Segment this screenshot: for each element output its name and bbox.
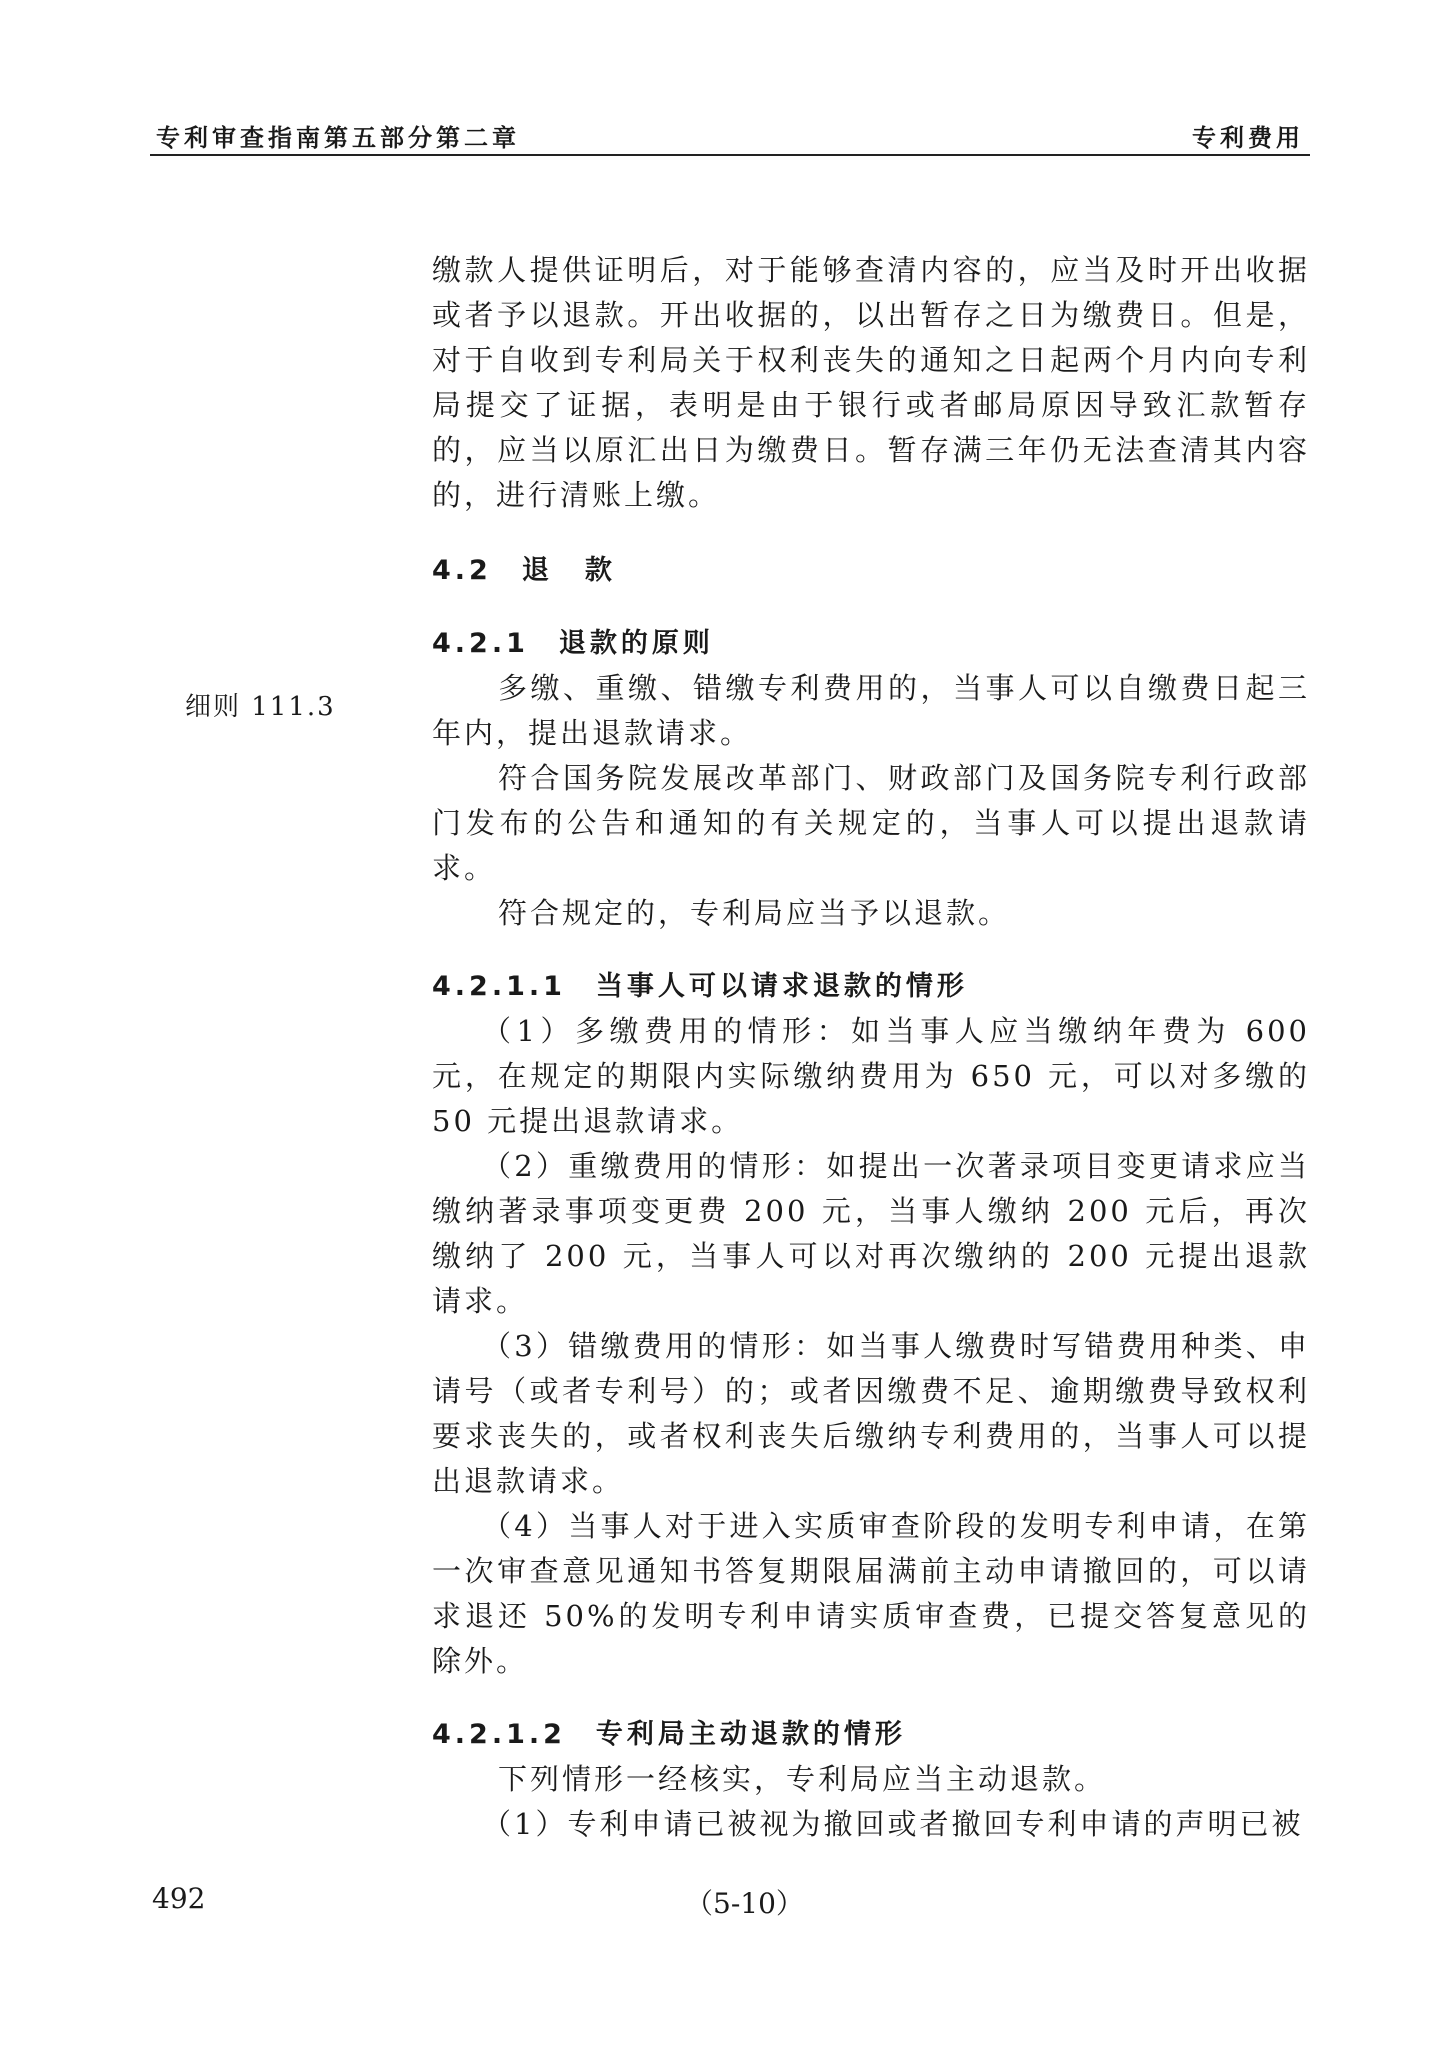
list-item-wrong-payment: （3）错缴费用的情形：如当事人缴费时写错费用种类、申请号（或者专利号）的；或者因缴费不足、逾期缴费导致权利要求丧失的，或者权利丧失后缴纳专利费用的，当事人可以提出退款请求。 [432,1329,1310,1498]
list-item-application-withdrawn: （1）专利申请已被视为撤回或者撤回专利申请的声明已被 [482,1807,1304,1841]
list-item-overpayment: （1）多缴费用的情形：如当事人应当缴纳年费为 600 元，在规定的期限内实际缴纳费用为 650 元，可以对多缴的 50 元提出退款请求。 [432,1014,1310,1138]
heading-4-2-1-2 [432,1712,1310,1757]
running-header [150,118,1310,156]
heading-4-2 [432,548,1310,593]
heading-title: 退款的原则 [558,628,714,659]
body-text [432,248,1310,1847]
heading-4-2-1-1 [432,964,1310,1009]
margin-note-rule-reference: 细则 111.3 [185,692,336,722]
paragraph-refund-announcement: 符合国务院发展改革部门、财政部门及国务院专利行政部门发布的公告和通知的有关规定的，当事人可以提出退款请求。 [432,761,1310,885]
paragraph-active-refund-intro: 下列情形一经核实，专利局应当主动退款。 [498,1762,1107,1796]
heading-number: 4.2.1 [432,628,529,659]
heading-title: 专利局主动退款的情形 [595,1719,906,1750]
heading-title: 当事人可以请求退款的情形 [595,971,968,1002]
heading-number: 4.2.1.2 [432,1719,566,1750]
paragraph-refund-principle: 多缴、重缴、错缴专利费用的，当事人可以自缴费日起三年内，提出退款请求。 [432,671,1310,750]
paragraph-refund-compliance: 符合规定的，专利局应当予以退款。 [498,896,1011,930]
list-item-duplicate-payment: （2）重缴费用的情形：如提出一次著录项目变更请求应当缴纳著录事项变更费 200 元，当事人缴纳 200 元后，再次缴纳了 200 元，当事人可以对再次缴纳的 200 元提出退款请求。 [432,1149,1310,1318]
header-section-title: 专利费用 [1192,124,1304,152]
section-code: （5-10） [685,1887,804,1920]
heading-number: 4.2.1.1 [432,971,566,1002]
heading-4-2-1 [432,621,1310,666]
header-chapter-title: 专利审查指南第五部分第二章 [156,124,520,152]
paragraph-payment-proof: 缴款人提供证明后，对于能够查清内容的，应当及时开出收据或者予以退款。开出收据的，以出暂存之日为缴费日。但是，对于自收到专利局关于权利丧失的通知之日起两个月内向专利局提交了证据，表明是由于银行或者邮局原因导致汇款暂存的，应当以原汇出日为缴费日。暂存满三年仍无法查清其内容的，进行清账上缴。 [432,253,1310,512]
heading-number: 4.2 [432,555,492,586]
list-item-substantive-exam-withdrawal: （4）当事人对于进入实质审查阶段的发明专利申请，在第一次审查意见通知书答复期限届满前主动申请撤回的，可以请求退还 50%的发明专利申请实质审查费，已提交答复意见的除外。 [432,1509,1310,1678]
heading-title: 退款 [521,555,648,586]
page-number: 492 [152,1882,206,1915]
